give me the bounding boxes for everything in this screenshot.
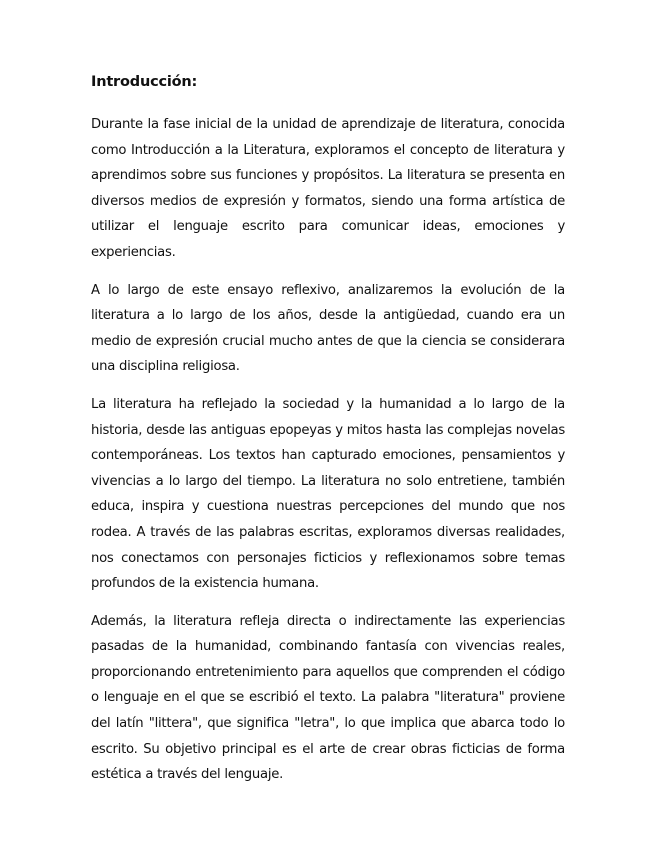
paragraph-4: Además, la literatura refleja directa o indirectamente las experiencias pasadas de la humanidad, combinando fantasía con vivencias reales, proporcionando entretenimiento para aquellos que comprenden el código o lenguaje en el que se escribió el texto. La palabra "literatura" proviene del latín "littera", que significa "letra", lo que implica que abarca todo lo escrito. Su objetivo principal es el arte de crear obras ficticias de forma estética a través del lenguaje. [91,613,565,783]
section-heading: Introducción: [91,74,198,90]
paragraph-2: A lo largo de este ensayo reflexivo, analizaremos la evolución de la literatura a lo largo de los años, desde la antigüedad, cuando era un medio de expresión crucial mucho antes de que la ciencia se considerara una disciplina religiosa. [91,282,565,375]
paragraph-1: Durante la fase inicial de la unidad de aprendizaje de literatura, conocida como Introducción a la Literatura, exploramos el concepto de literatura y aprendimos sobre sus funciones y propósitos. La literatura se presenta en diversos medios de expresión y formatos, siendo una forma artística de utilizar el lenguaje escrito para comunicar ideas, emociones y experiencias. [91,117,565,260]
paragraph-3: La literatura ha reflejado la sociedad y la humanidad a lo largo de la historia, desde las antiguas epopeyas y mitos hasta las complejas novelas contemporáneas. Los textos han capturado emociones, pensamientos y vivencias a lo largo del tiempo. La literatura no solo entretiene, también educa, inspira y cuestiona nuestras percepciones del mundo que nos rodea. A través de las palabras escritas, exploramos diversas realidades, nos conectamos con personajes ficticios y reflexionamos sobre temas profundos de la existencia humana. [91,396,565,592]
document-page [91,74,565,800]
